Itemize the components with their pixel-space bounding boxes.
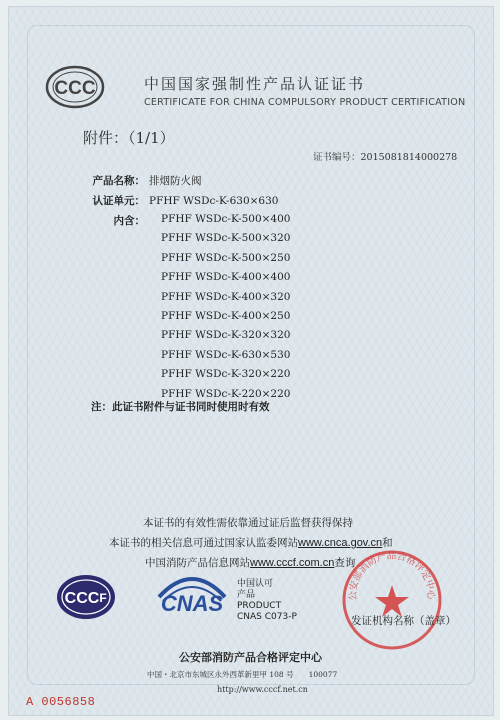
- model-item: PFHF WSDc-K-400×250: [161, 310, 291, 322]
- cert-unit-label: 认证单元：: [92, 195, 145, 207]
- cert-unit-row: [71, 193, 278, 208]
- product-name-label: 产品名称：: [92, 175, 145, 187]
- issuer-website[interactable]: http://www.cccf.net.cn: [217, 685, 308, 694]
- cnas-line: 中国认可: [237, 579, 274, 589]
- cnas-accreditation-text: [237, 579, 297, 623]
- title-en: CERTIFICATE FOR CHINA COMPULSORY PRODUCT CERTIFICATION: [144, 97, 466, 108]
- cnas-line: CNAS C073-P: [237, 612, 297, 622]
- model-item: PFHF WSDc-K-500×400: [161, 213, 291, 225]
- cnas-logo-letters: CNAS: [160, 591, 224, 616]
- includes-label: 内含：: [113, 215, 145, 227]
- model-item: PFHF WSDc-K-400×400: [161, 271, 291, 284]
- model-item: PFHF WSDc-K-320×320: [161, 329, 291, 342]
- cnca-link[interactable]: www.cnca.gov.cn: [298, 537, 383, 549]
- cnas-line: 产品: [237, 590, 256, 600]
- includes-row: [71, 213, 145, 228]
- model-item: PFHF WSDc-K-500×320: [161, 232, 291, 245]
- ccc-f-logo-letter-f: F: [99, 591, 107, 605]
- issuer-name: 公安部消防产品合格评定中心: [179, 651, 322, 664]
- serial-number: A 0056858: [26, 695, 96, 709]
- validity-line-2-prefix: 本证书的相关信息可通过国家认监委网站: [109, 537, 298, 549]
- model-item: PFHF WSDc-K-500×250: [161, 251, 291, 264]
- seal-text: 公安部消防产品合格评定中心: [347, 550, 437, 601]
- ccc-f-logo-icon: [55, 572, 117, 622]
- certificate-number: 证书编号：2015081814000278: [313, 152, 458, 163]
- ccc-logo-letters: CCC: [54, 78, 96, 99]
- cnas-logo-icon: [149, 567, 235, 623]
- certificate-page: [8, 6, 494, 716]
- title-cn: 中国国家强制性产品认证证书: [144, 75, 366, 93]
- validity-line-1: 本证书的有效性需依靠通过证后监督获得保持: [143, 517, 353, 529]
- product-name-value: 排烟防火阀: [149, 175, 202, 187]
- ccc-logo-icon: [45, 65, 105, 109]
- model-item: PFHF WSDc-K-630×530: [161, 348, 291, 361]
- cnas-line: PRODUCT: [237, 601, 282, 611]
- cccf-link[interactable]: www.cccf.com.cn: [250, 557, 335, 569]
- validity-line-2-suffix: 和: [382, 537, 393, 549]
- model-item: PFHF WSDc-K-220×220: [161, 387, 291, 400]
- validity-line-3-prefix: 中国消防产品信息网站: [145, 557, 250, 569]
- annex-label: 附件：（1/1）: [83, 129, 175, 147]
- model-item: PFHF WSDc-K-320×220: [161, 368, 291, 381]
- ccc-f-logo-letters: CCC: [64, 590, 100, 607]
- issuer-label: 发证机构名称（盖章）: [351, 615, 456, 627]
- cert-unit-value: PFHF WSDc-K-630×630: [149, 195, 279, 207]
- model-item: PFHF WSDc-K-400×320: [161, 290, 291, 303]
- issuer-address: 中国・北京市东城区永外西革新里甲 108 号 100077: [147, 670, 338, 679]
- validity-line-3-suffix: 查询: [334, 557, 356, 569]
- validity-note: 注：此证书附件与证书同时使用时有效: [91, 401, 270, 413]
- official-seal-icon: [337, 545, 447, 655]
- product-name-row: [71, 173, 202, 188]
